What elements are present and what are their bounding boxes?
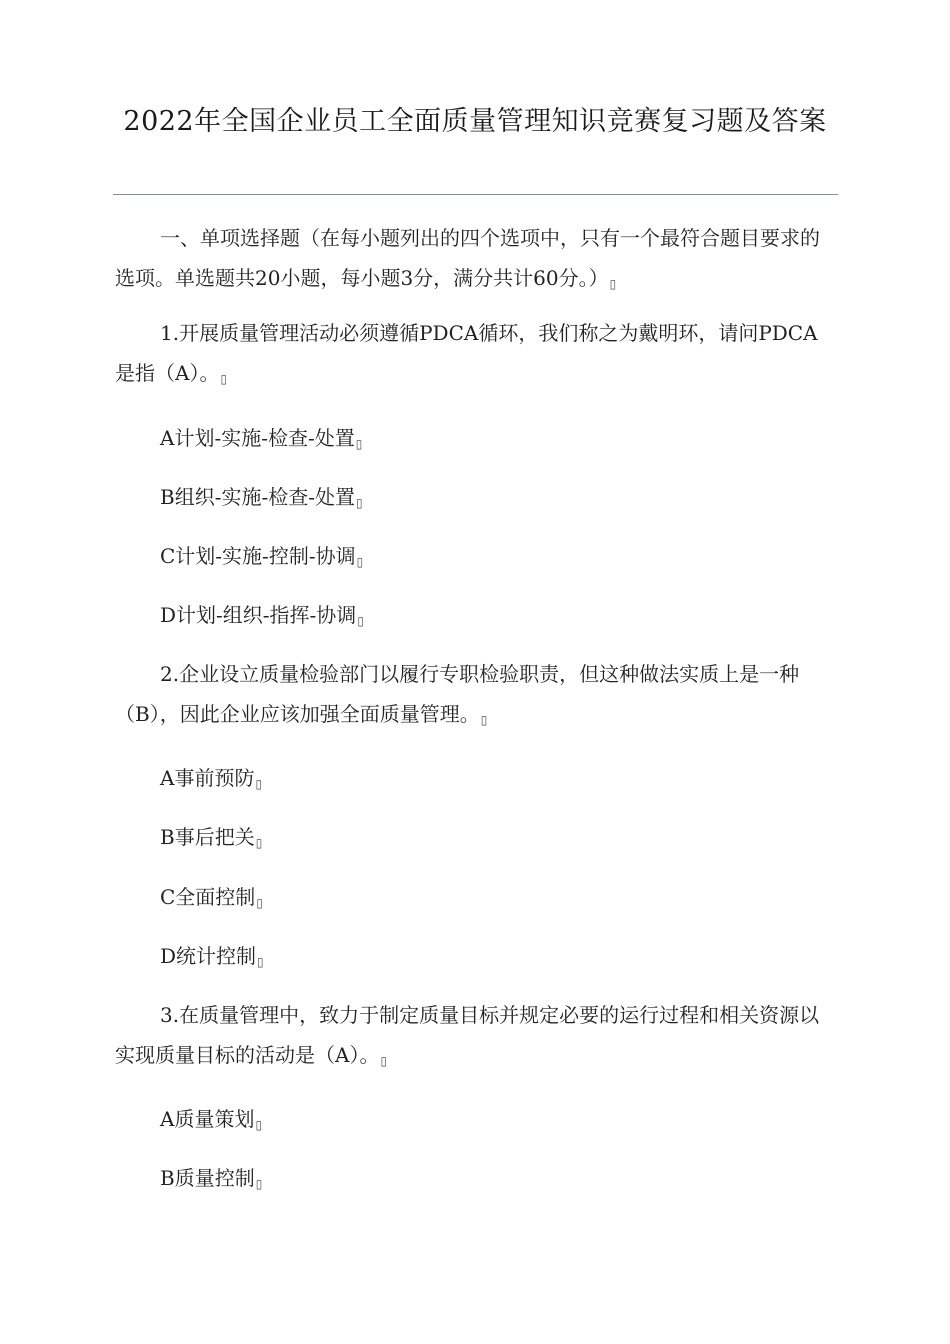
title-divider <box>113 194 838 195</box>
question-3-stem <box>115 995 835 1081</box>
paragraph-mark-icon: ▯ <box>255 777 263 791</box>
question-2-option-b <box>160 822 840 858</box>
question-stem-text: 2.企业设立质量检验部门以履行专职检验职责，但这种做法实质上是一种（B），因此企业应该加强全面质量管理。 <box>115 662 800 726</box>
question-1-option-a <box>160 423 840 459</box>
question-stem-text: 3.在质量管理中，致力于制定质量目标并规定必要的运行过程和相关资源以实现质量目标的活动是（A）。 <box>115 1003 820 1067</box>
question-stem-text: 1.开展质量管理活动必须遵循PDCA循环，我们称之为戴明环，请问PDCA是指（A）。 <box>115 321 818 385</box>
option-text: A计划-实施-检查-处置 <box>160 426 355 450</box>
option-text: A质量策划 <box>160 1107 255 1131</box>
paragraph-mark-icon: ▯ <box>356 555 364 569</box>
option-text: C全面控制 <box>160 885 256 909</box>
option-text: C计划-实施-控制-协调 <box>160 544 356 568</box>
question-2-option-d <box>160 941 840 977</box>
option-text: D统计控制 <box>160 944 257 968</box>
section-heading-text: 一、单项选择题（在每小题列出的四个选项中，只有一个最符合题目要求的选项。单选题共20小题，每小题3分，满分共计60分。） <box>115 226 820 290</box>
option-text: B组织-实施-检查-处置 <box>160 485 355 509</box>
paragraph-mark-icon: ▯ <box>255 1118 263 1132</box>
paragraph-mark-icon: ▯ <box>480 713 488 727</box>
paragraph-mark-icon: ▯ <box>357 614 364 628</box>
question-3-option-b <box>160 1163 840 1199</box>
question-2-stem <box>115 654 835 740</box>
paragraph-mark-icon: ▯ <box>355 496 363 510</box>
option-text: B质量控制 <box>160 1166 255 1190</box>
question-1-option-c <box>160 541 840 577</box>
question-1-stem <box>115 313 835 399</box>
paragraph-mark-icon: ▯ <box>257 955 264 969</box>
paragraph-mark-icon: ▯ <box>255 1177 263 1191</box>
paragraph-mark-icon: ▯ <box>220 372 228 386</box>
question-2-option-c <box>160 882 840 918</box>
paragraph-mark-icon: ▯ <box>255 836 263 850</box>
document-title: 2022年全国企业员工全面质量管理知识竞赛复习题及答案 <box>123 106 827 137</box>
question-3-option-a <box>160 1104 840 1140</box>
question-1-option-b <box>160 482 840 518</box>
paragraph-mark-icon: ▯ <box>256 896 263 910</box>
question-1-option-d <box>160 600 840 636</box>
option-text: D计划-组织-指挥-协调 <box>160 603 357 627</box>
paragraph-mark-icon: ▯ <box>355 437 363 451</box>
paragraph-mark-icon: ▯ <box>380 1054 388 1068</box>
option-text: A事前预防 <box>160 766 255 790</box>
paragraph-mark-icon: ▯ <box>609 277 617 291</box>
question-2-option-a <box>160 763 840 799</box>
option-text: B事后把关 <box>160 825 255 849</box>
section-heading <box>115 218 835 304</box>
